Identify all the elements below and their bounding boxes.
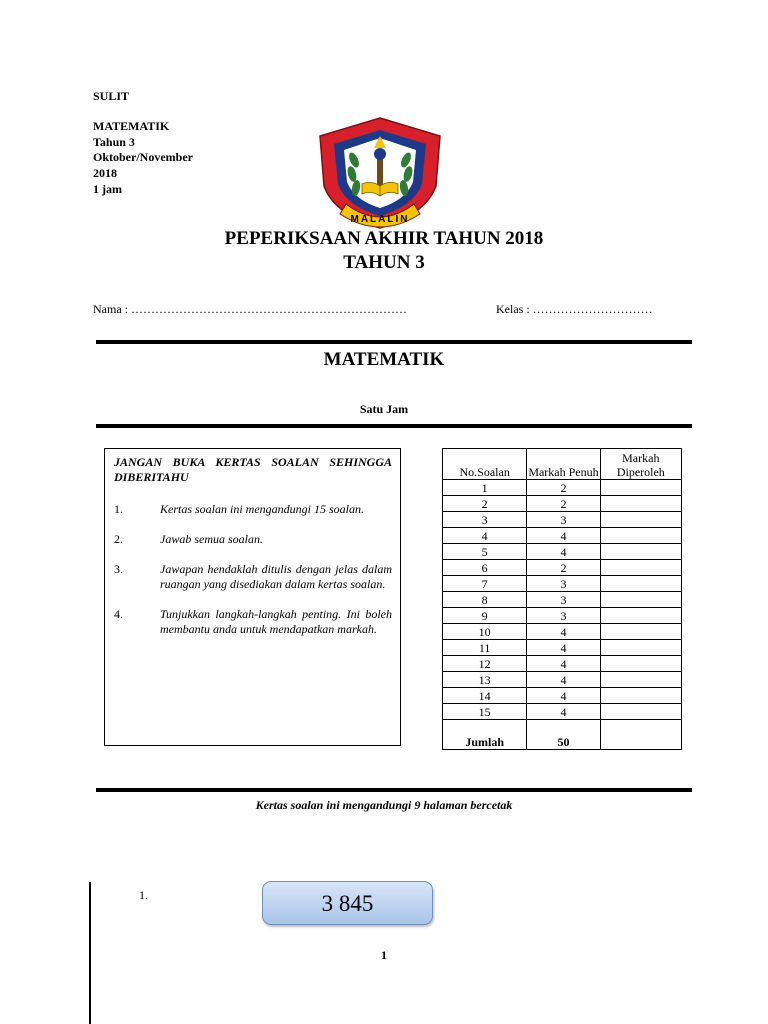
page-count-note: Kertas soalan ini mengandungi 9 halaman bercetak (255, 798, 513, 812)
table-row (443, 480, 682, 496)
marks-obtained-cell (600, 480, 681, 496)
full-marks-cell: 2 (527, 496, 600, 512)
instruction-text: Tunjukkan langkah-langkah penting. Ini boleh membantu anda untuk mendapatkan markah. (160, 607, 392, 636)
full-marks-cell: 4 (527, 672, 600, 688)
marks-obtained-cell (600, 656, 681, 672)
question-no-cell: 11 (443, 640, 527, 656)
total-value: 50 (527, 720, 600, 750)
table-header-row (443, 449, 682, 480)
school-crest-logo (316, 114, 444, 232)
table-row (443, 560, 682, 576)
table-row (443, 704, 682, 720)
subject-title: MATEMATIK (323, 349, 445, 370)
full-marks-cell: 4 (527, 528, 600, 544)
full-marks-cell: 4 (527, 624, 600, 640)
question-number: 1. (139, 888, 148, 902)
header-subject: MATEMATIK (93, 119, 170, 133)
full-marks-cell: 3 (527, 512, 600, 528)
marks-obtained-cell (600, 528, 681, 544)
divider-bottom (96, 788, 692, 792)
table-row (443, 656, 682, 672)
instruction-text: Kertas soalan ini mengandungi 15 soalan. (160, 502, 365, 516)
full-marks-cell: 4 (527, 704, 600, 720)
header-year-level: Tahun 3 (93, 135, 135, 149)
question-no-cell: 8 (443, 592, 527, 608)
marks-obtained-cell (600, 560, 681, 576)
divider-middle (96, 424, 692, 428)
question-no-cell: 7 (443, 576, 527, 592)
question-no-cell: 14 (443, 688, 527, 704)
instruction-text: Jawab semua soalan. (160, 532, 263, 546)
question-no-cell: 4 (443, 528, 527, 544)
question-no-cell: 12 (443, 656, 527, 672)
question-no-cell: 10 (443, 624, 527, 640)
table-row (443, 528, 682, 544)
exam-title: PEPERIKSAAN AKHIR TAHUN 2018 (224, 228, 544, 249)
question-no-cell: 2 (443, 496, 527, 512)
question-number-box: 3 845 (262, 881, 433, 925)
subject-duration: Satu Jam (359, 402, 409, 416)
classification-label: SULIT (93, 89, 130, 103)
class-label: Kelas : (496, 302, 530, 316)
table-row (443, 672, 682, 688)
header-question-no: No.Soalan (443, 449, 527, 480)
instruction-item (114, 532, 392, 547)
instruction-number: 1. (114, 502, 123, 516)
instruction-text: Jawapan hendaklah ditulis dengan jelas dalam ruangan yang disediakan dalam kertas soalan. (160, 562, 392, 591)
exam-level: TAHUN 3 (343, 252, 425, 273)
marks-obtained-cell (600, 704, 681, 720)
instruction-number: 3. (114, 562, 123, 576)
divider-top (96, 340, 692, 344)
total-label: Jumlah (443, 720, 527, 750)
question-no-cell: 6 (443, 560, 527, 576)
full-marks-cell: 3 (527, 608, 600, 624)
question-no-cell: 13 (443, 672, 527, 688)
table-row (443, 544, 682, 560)
class-field (496, 302, 653, 317)
marks-table-body (443, 480, 682, 720)
marks-table (442, 448, 682, 750)
name-field (93, 302, 407, 317)
marks-obtained-cell (600, 576, 681, 592)
table-row (443, 624, 682, 640)
instruction-number: 2. (114, 532, 123, 546)
instructions-heading: JANGAN BUKA KERTAS SOALAN SEHINGGA DIBERITAHU (114, 455, 392, 484)
full-marks-cell: 4 (527, 544, 600, 560)
question-no-cell: 9 (443, 608, 527, 624)
header-year: 2018 (93, 166, 117, 180)
full-marks-cell: 2 (527, 480, 600, 496)
instruction-item (114, 607, 392, 637)
instructions-box (104, 448, 401, 746)
full-marks-cell: 3 (527, 592, 600, 608)
marks-obtained-cell (600, 672, 681, 688)
header-marks-obtained: Markah Diperoleh (600, 449, 681, 480)
total-obtained-cell (600, 720, 681, 750)
instruction-number: 4. (114, 607, 123, 621)
class-dots: ………………………… (532, 302, 653, 316)
header-full-marks: Markah Penuh (527, 449, 600, 480)
page-number: 1 (381, 948, 387, 962)
crest-banner-text: MALALIN (350, 214, 410, 225)
marks-obtained-cell (600, 592, 681, 608)
table-row (443, 576, 682, 592)
marks-obtained-cell (600, 544, 681, 560)
marks-obtained-cell (600, 640, 681, 656)
table-total-row (443, 720, 682, 750)
marks-obtained-cell (600, 624, 681, 640)
instruction-item (114, 562, 392, 592)
marks-obtained-cell (600, 688, 681, 704)
full-marks-cell: 2 (527, 560, 600, 576)
header-period: Oktober/November (93, 150, 193, 164)
question-no-cell: 1 (443, 480, 527, 496)
name-dots: …………………………………………………………… (131, 302, 407, 316)
question-no-cell: 15 (443, 704, 527, 720)
table-row (443, 688, 682, 704)
marks-obtained-cell (600, 608, 681, 624)
table-row (443, 608, 682, 624)
question-no-cell: 5 (443, 544, 527, 560)
full-marks-cell: 4 (527, 688, 600, 704)
full-marks-cell: 4 (527, 656, 600, 672)
table-row (443, 640, 682, 656)
table-row (443, 592, 682, 608)
table-row (443, 496, 682, 512)
question-no-cell: 3 (443, 512, 527, 528)
full-marks-cell: 3 (527, 576, 600, 592)
marks-obtained-cell (600, 496, 681, 512)
full-marks-cell: 4 (527, 640, 600, 656)
header-duration: 1 jam (93, 182, 122, 196)
instruction-item (114, 502, 392, 517)
table-row (443, 512, 682, 528)
marks-obtained-cell (600, 512, 681, 528)
name-label: Nama : (93, 302, 128, 316)
